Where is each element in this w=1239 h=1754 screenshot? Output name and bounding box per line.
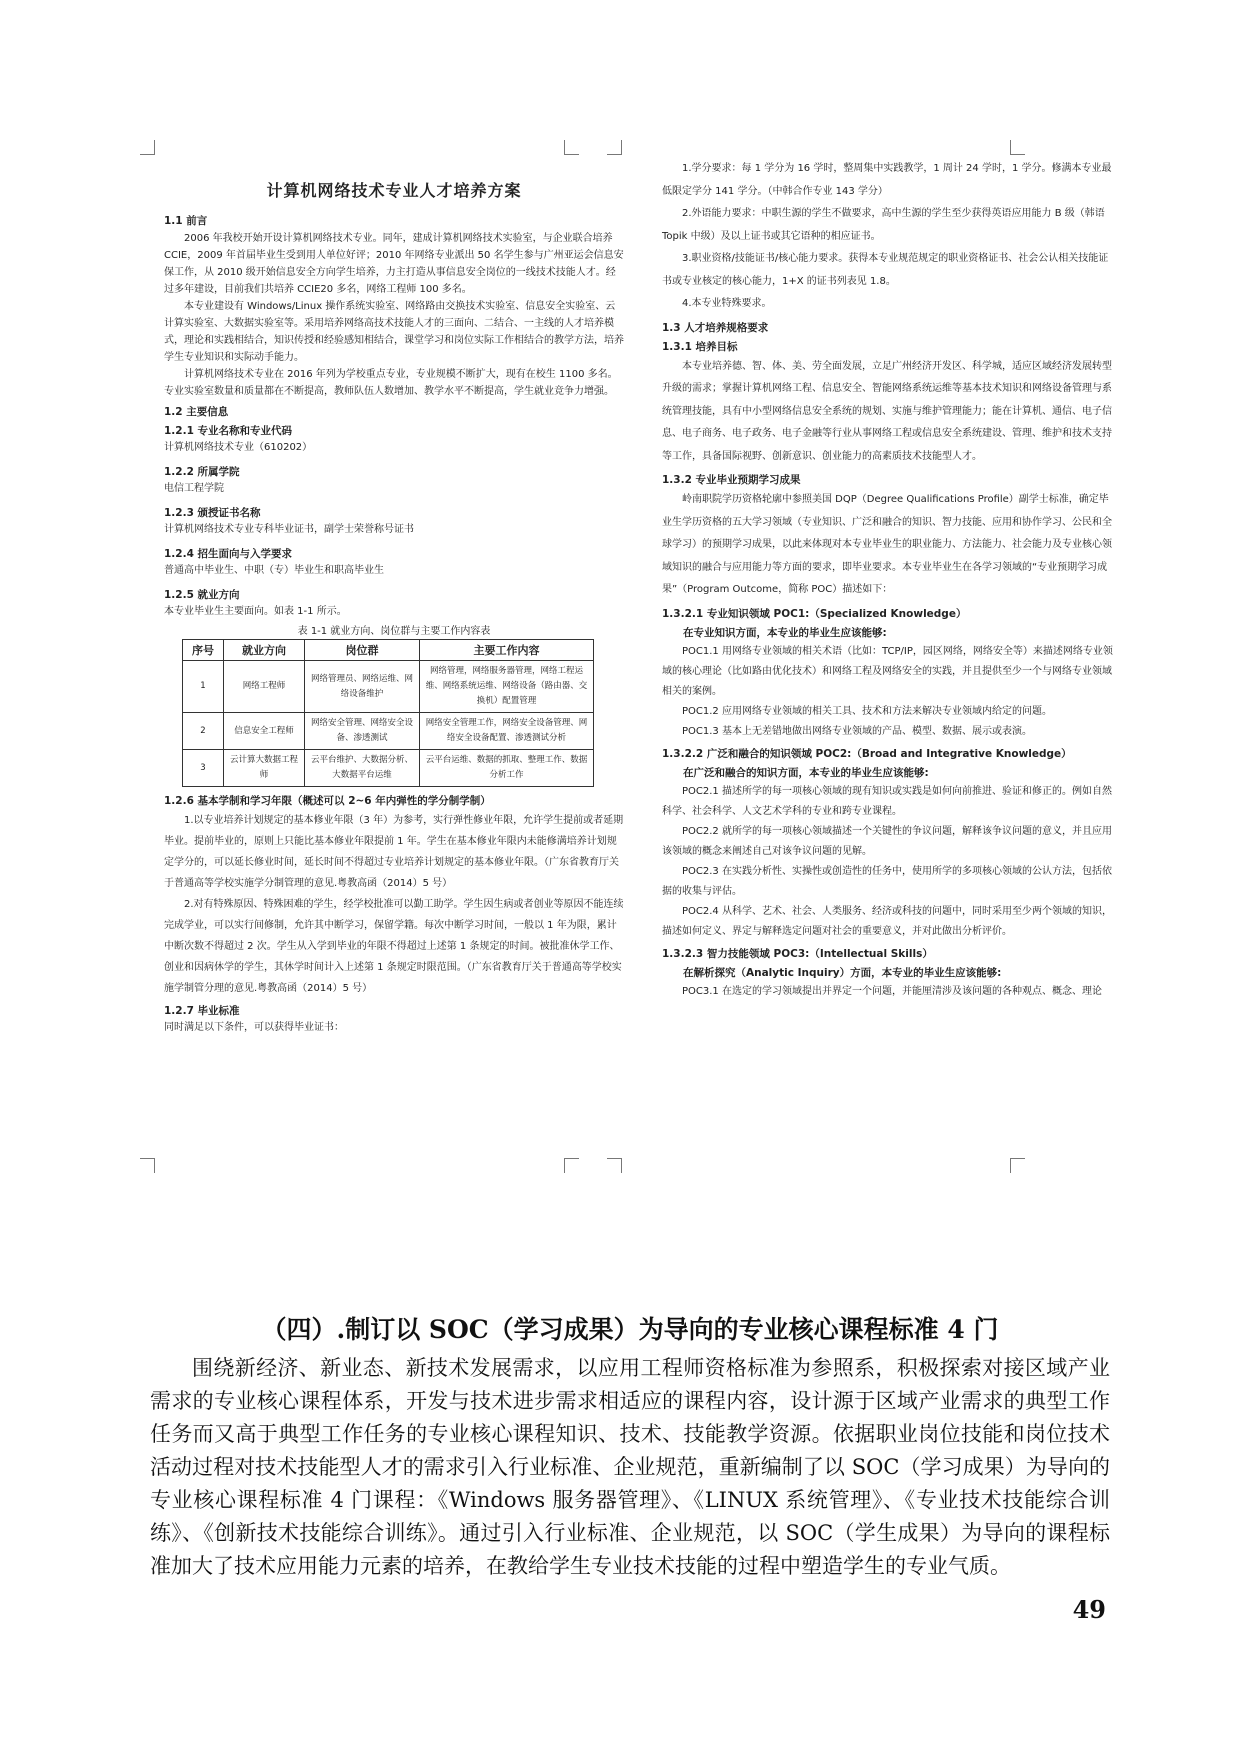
paragraph: 1.学分要求：每 1 学分为 16 学时，整周集中实践教学，1 周计 24 学时，1 学分。修满本专业最低限定学分 141 学分。（中韩合作专业 143 学分） [662,163,1112,197]
crop-mark [140,140,155,155]
paragraph: 计算机网络技术专业在 2016 年列为学校重点专业，专业规模不断扩大，现有在校生 1100 多名。专业实验室数量和质量都在不断提高，教师队伍人数增加、教学水平不断提高，学生就业竞争力增强。 [164,369,618,397]
college-name: 电信工程学院 [164,483,224,494]
heading-1-2-6: 1.2.6 基本学制和学习年限（概述可以 2~6 年内弹性的学分制学制） [164,795,491,807]
certificate-name: 计算机网络技术专业专科毕业证书，副学士荣誉称号证书 [164,524,414,535]
paragraph: 2.外语能力要求：中职生源的学生不做要求，高中生源的学生至少获得英语应用能力 B 级（韩语 Topik 中级）及以上证书或其它语种的相应证书。 [662,208,1105,242]
heading-1-3-1: 1.3.1 培养目标 [662,340,738,353]
paragraph: 4.本专业特殊要求。 [682,298,772,309]
left-page [164,150,624,1036]
table-caption: 表 1-1 就业方向、岗位群与主要工作内容表 [297,626,491,637]
crop-mark [1010,1158,1025,1173]
heading-1-2-2: 1.2.2 所属学院 [164,466,240,478]
table-header: 岗位群 [305,640,420,661]
paragraph: 本专业建设有 Windows/Linux 操作系统实验室、网络路由交换技术实验室、信息安全实验室、云计算实验室、大数据实验室等。采用培养网络高技术技能人才的三面向、二结合、一主线的人才培养模式，理论和实践相结合，知识传授和经验感知相结合，课堂学习和岗位实际工作相结合的教学方法，培养学生专业知识和实际动手能力。 [164,301,624,363]
section-title: （四）.制订以 SOC（学习成果）为导向的专业核心课程标准 4 门 [261,1315,999,1344]
paragraph: POC2.3 在实践分析性、实操性或创造性的任务中，使用所学的多项核心领域的公认方法，包括依据的收集与评估。 [662,865,1112,897]
table-row [183,713,594,750]
table-cell: 网络管理，网络服务器管理，网络工程运维、网络系统运维、网络设备（路由器、交换机）配置管理 [420,661,594,713]
heading-1-2-4: 1.2.4 招生面向与入学要求 [164,548,293,560]
heading-1-2-5: 1.2.5 就业方向 [164,589,240,601]
table-cell: 网络工程师 [224,661,305,713]
table-cell: 1 [183,661,224,713]
table-header: 就业方向 [224,640,305,661]
paragraph: POC1.3 基本上无差错地做出网络专业领域的产品、模型、数据、展示或表演。 [682,725,1032,737]
crop-mark [564,1158,579,1173]
subheading: 在广泛和融合的知识方面，本专业的毕业生应该能够: [683,766,929,779]
crop-mark [140,1158,155,1173]
heading-1-3-2-1: 1.3.2.1 专业知识领域 POC1:（Specialized Knowledge） [662,607,967,620]
section-paragraph: 围绕新经济、新业态、新技术发展需求，以应用工程师资格标准为参照系，积极探索对接区域产业需求的专业核心课程体系，开发与技术进步需求相适应的课程内容，设计源于区域产业需求的典型工作任务而又高于典型工作任务的专业核心课程知识、技术、技能教学资源。依据职业岗位技能和岗位技术活动过程对技术技能型人才的需求引入行业标准、企业规范，重新编制了以 SOC（学习成果）为导向的专业核心课程标准 4 门课程：《Windows 服务器管理》、《LINUX 系统管理》、《专业技术技能综合训练》、《创新技术技能综合训练》。通过引入行业标准、企业规范，以 SOC（学生成果）为导向的课程标准加大了技术应用能力元素的培养，在教给学生专业技术技能的过程中塑造学生的专业气质。 [150,1356,1110,1578]
heading-1-1: 1.1 前言 [164,215,208,227]
page-number: 49 [1072,1595,1106,1624]
paragraph: POC1.1 用网络专业领域的相关术语（比如：TCP/IP，园区网络，网络安全等）来描述网络专业领域的核心理论（比如路由优化技术）和网络工程及网络安全的实践，并且提供至少一个与网络专业领域相关的案例。 [662,645,1113,697]
paragraph: 2006 年我校开始开设计算机网络技术专业。同年，建成计算机网络技术实验室，与企业联合培养CCIE，2009 年首届毕业生受到用人单位好评；2010 年网络专业派出 50 名学生参与广州亚运会信息安保工作，从 2010 级开始信息安全方向学生培养，力主打造从事信息安全岗位的一线技术技能人才。经过多年建设，目前我们共培养 CCIE20 多名，网络工程师 100 多名。 [164,233,624,295]
paragraph: 1.以专业培养计划规定的基本修业年限（3 年）为参考，实行弹性修业年限，允许学生提前或者延期毕业。提前毕业的，原则上只能比基本修业年限提前 1 年。学生在基本修业年限内未能修满培养计划规定学分的，可以延长修业时间，延长时间不得超过专业培养计划规定的基本修业年限。（广东省教育厅关于普通高等学校实施学分制管理的意见.粤教高函（2014）5 号） [164,815,624,889]
heading-1-2: 1.2 主要信息 [164,406,229,418]
admission-text: 普通高中毕业生、中职（专）毕业生和职高毕业生 [164,565,384,576]
table-cell: 云平台运维、数据的抓取、整理工作、数据分析工作 [420,750,594,787]
table-cell: 网络安全管理工作，网络安全设备管理、网络安全设备配置、渗透测试分析 [420,713,594,750]
paragraph: 本专业培养德、智、体、美、劳全面发展，立足广州经济开发区、科学城，适应区域经济发展转型升级的需求；掌握计算机网络工程、信息安全、智能网络系统运维等基本技术知识和网络设备管理与系统管理技能，具有中小型网络信息安全系统的规划、实施与维护管理能力；能在计算机、通信、电子信息、电子商务、电子政务、电子金融等行业从事网络工程或信息安全系统建设、管理、维护和技术支持等工作，具备国际视野、创新意识、创业能力的高素质技术技能型人才。 [662,360,1112,462]
table-row [183,750,594,787]
paragraph: 岭南职院学历资格轮廓中参照美国 DQP（Degree Qualifications Profile）副学士标准，确定毕业生学历资格的五大学习领域（专业知识、广泛和融合的知识、智力技能、应用和协作学习、公民和全球学习）的预期学习成果，以此来体现对本专业毕业生的职业能力、方法能力、社会能力及专业核心领域知识的融合与应用能力等方面的要求，即毕业要求。本专业毕业生在各学习领域的“专业预期学习成果”（Program Outcome，简称 POC）描述如下： [662,494,1112,595]
heading-1-3-2-3: 1.3.2.3 智力技能领域 POC3:（Intellectual Skills） [662,947,933,960]
heading-1-2-1: 1.2.1 专业名称和专业代码 [164,425,293,437]
subheading: 在专业知识方面，本专业的毕业生应该能够: [683,626,887,639]
table-header: 主要工作内容 [420,640,594,661]
table-cell: 信息安全工程师 [224,713,305,750]
heading-1-3-2: 1.3.2 专业毕业预期学习成果 [662,474,801,486]
paragraph: POC2.4 从科学、艺术、社会、人类服务、经济或科技的问题中，同时采用至少两个领域的知识，描述如何定义、界定与解释选定问题对社会的重要意义，并对此做出分析评价。 [662,905,1112,937]
document-title: 计算机网络技术专业人才培养方案 [266,181,522,200]
paragraph: 2.对有特殊原因、特殊困难的学生，经学校批准可以勤工助学。学生因生病或者创业等原因不能连续完成学业，可以实行间修制，允许其中断学习，保留学籍。每次中断学习时间，一般以 1 年为限，累计中断次数不得超过 2 次。学生从入学到毕业的年限不得超过上述第 1 条规定的时间。被批准休学工作、创业和因病休学的学生，其休学时间计入上述第 1 条规定时限范围。（广东省教育厅关于普通高等学校实施学制管分理的意见.粤教高函（2014）5 号） [164,899,624,994]
table-cell: 云平台维护、大数据分析、大数据平台运维 [305,750,420,787]
paragraph: POC2.2 就所学的每一项核心领域描述一个关键性的争议问题，解释该争议问题的意义，并且应用该领域的概念来阐述自己对该争议问题的见解。 [662,825,1112,857]
paragraph: POC2.1 描述所学的每一项核心领域的现有知识或实践是如何向前推进、验证和修正的。例如自然科学、社会科学、人文艺术学科的专业和跨专业课程。 [662,785,1112,817]
employment-text: 本专业毕业生主要面向。如表 1-1 所示。 [164,606,347,617]
employment-table [182,639,594,787]
heading-1-2-7: 1.2.7 毕业标准 [164,1005,240,1017]
table-cell: 3 [183,750,224,787]
paragraph: 3.职业资格/技能证书/核心能力要求。获得本专业规范规定的职业资格证书、社会公认相关技能证书或专业核定的核心能力，1+X 的证书列表见 1.8。 [662,253,1109,287]
crop-mark [607,1158,622,1173]
table-cell: 网络管理员、网络运维、网络设备维护 [305,661,420,713]
table-row [183,661,594,713]
heading-1-3-2-2: 1.3.2.2 广泛和融合的知识领域 POC2:（Broad and Integrative Knowledge） [662,747,1072,760]
paragraph: POC3.1 在选定的学习领域提出并界定一个问题，并能厘清涉及该问题的各种观点、概念、理论 [682,985,1102,997]
main-content [150,1310,1110,1583]
table-cell: 网络安全管理、网络安全设备、渗透测试 [305,713,420,750]
major-name: 计算机网络技术专业（610202） [164,442,313,453]
subheading: 在解析探究（Analytic Inquiry）方面，本专业的毕业生应该能够: [683,966,1002,979]
graduation-text: 同时满足以下条件，可以获得毕业证书： [164,1022,344,1033]
scanned-document-spread [152,150,1112,1280]
heading-1-2-3: 1.2.3 颁授证书名称 [164,507,261,519]
table-cell: 2 [183,713,224,750]
right-page [662,150,1114,1002]
heading-1-3: 1.3 人才培养规格要求 [662,321,769,334]
paragraph: POC1.2 应用网络专业领域的相关工具、技术和方法来解决专业领域内给定的问题。 [682,705,1052,717]
table-cell: 云计算大数据工程师 [224,750,305,787]
table-header: 序号 [183,640,224,661]
